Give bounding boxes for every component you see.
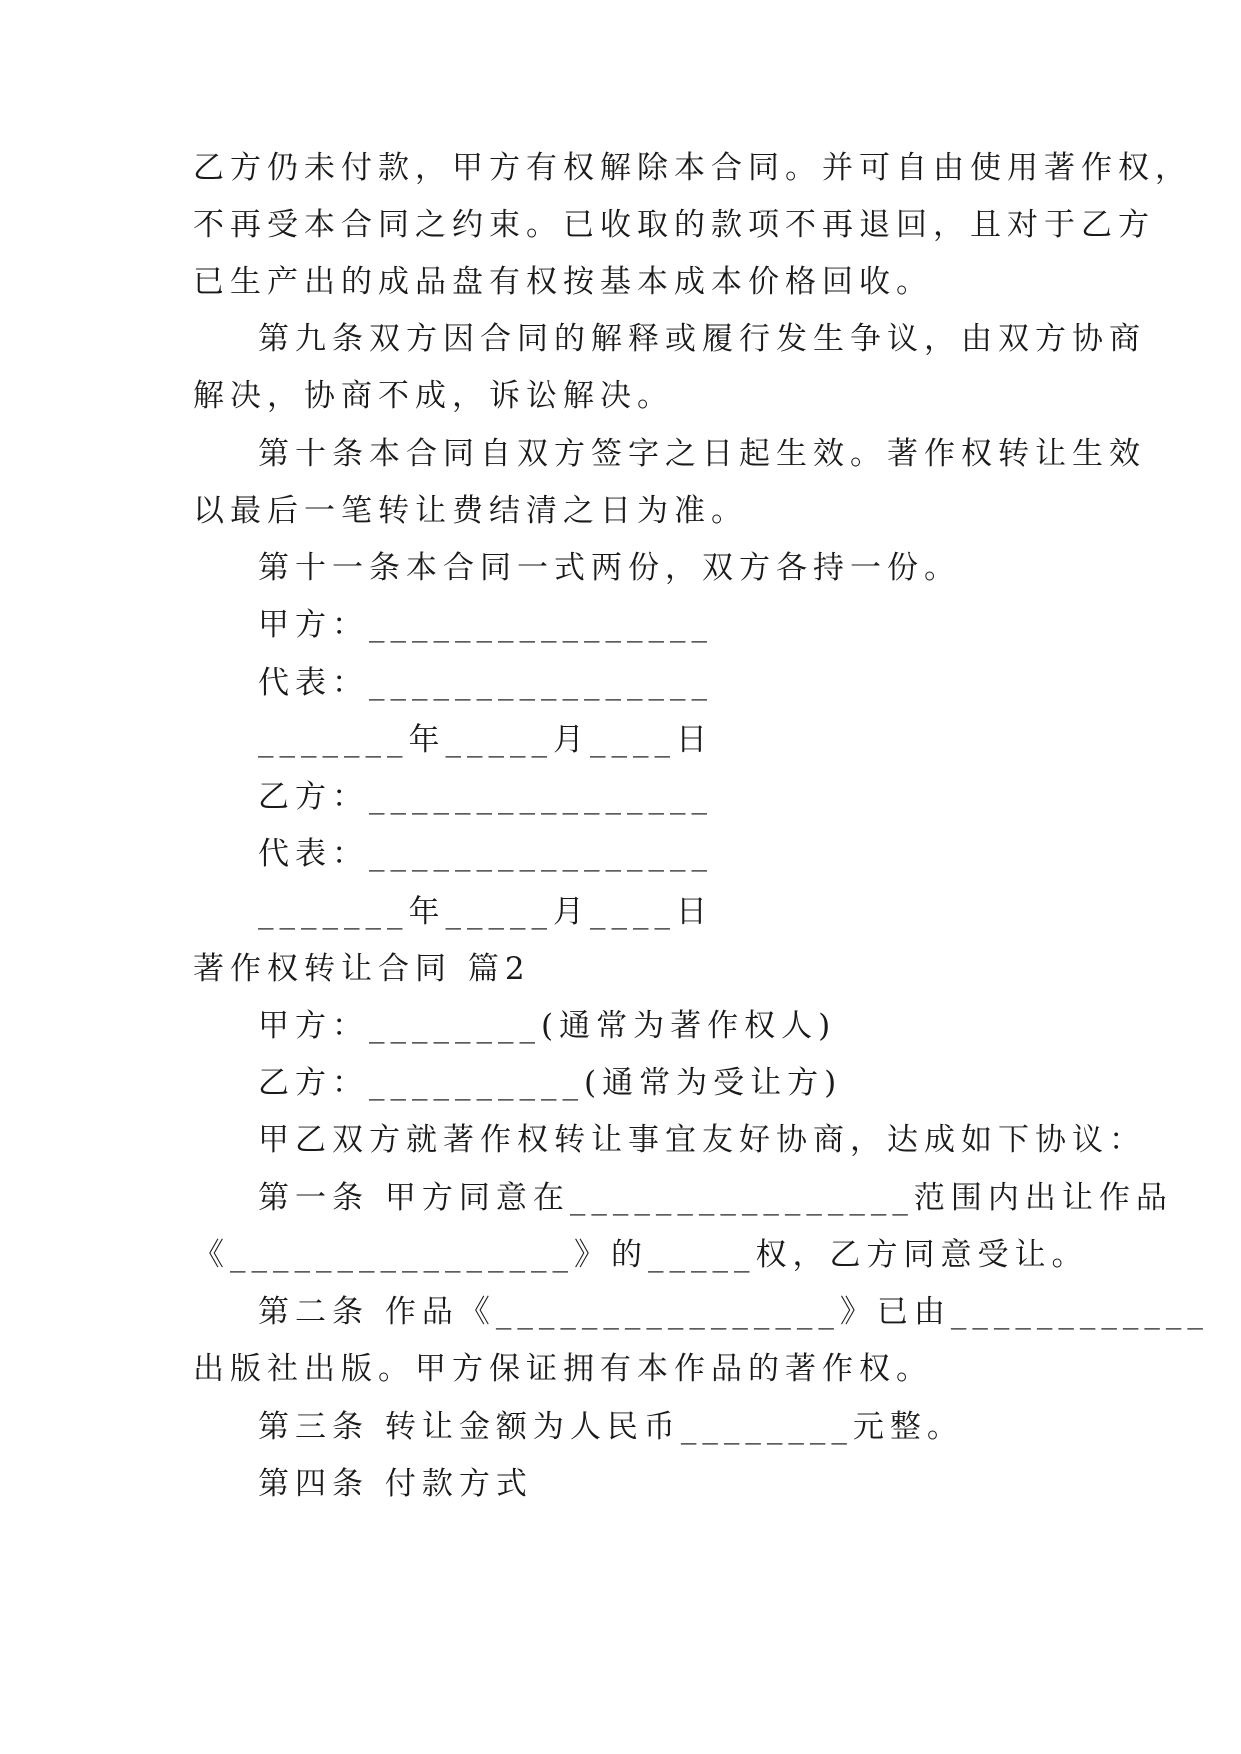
paragraph-line: 第四条 付款方式 — [258, 1466, 533, 1502]
paragraph-line: 以最后一笔转让费结清之日为准。 — [193, 493, 748, 529]
paragraph-line: 出版社出版。甲方保证拥有本作品的著作权。 — [193, 1351, 933, 1387]
paragraph-line: 不再受本合同之约束。已收取的款项不再退回，且对于乙方 — [193, 207, 1155, 243]
signature-date-a: _______年_____月____日 — [258, 722, 713, 758]
signature-date-b: _______年_____月____日 — [258, 894, 713, 930]
signature-representative-b: 代表：________________ — [258, 836, 713, 872]
paragraph-line: 第十一条本合同一式两份，双方各持一份。 — [258, 550, 961, 586]
section-heading: 著作权转让合同 篇2 — [193, 951, 531, 987]
paragraph-line: 第九条双方因合同的解释或履行发生争议，由双方协商 — [258, 321, 1146, 357]
signature-representative-a: 代表：________________ — [258, 665, 713, 701]
signature-party-a: 甲方：________________ — [258, 607, 713, 643]
paragraph-line: 第三条 转让金额为人民币________元整。 — [258, 1409, 964, 1445]
party-b-line: 乙方：__________(通常为受让方) — [258, 1065, 843, 1101]
paragraph-line: 已生产出的成品盘有权按基本成本价格回收。 — [193, 264, 933, 300]
paragraph-line: 第十条本合同自双方签字之日起生效。著作权转让生效 — [258, 436, 1146, 472]
paragraph-line: 《________________》的_____权，乙方同意受让。 — [193, 1237, 1089, 1273]
party-a-line: 甲方：________(通常为著作权人) — [258, 1008, 837, 1044]
signature-party-b: 乙方：________________ — [258, 779, 713, 815]
paragraph-line: 甲乙双方就著作权转让事宜友好协商，达成如下协议： — [258, 1122, 1146, 1158]
paragraph-line: 乙方仍未付款，甲方有权解除本合同。并可自由使用著作权， — [193, 150, 1192, 186]
paragraph-line: 第二条 作品《________________》已由____________ — [258, 1294, 1209, 1330]
paragraph-line: 解决，协商不成，诉讼解决。 — [193, 378, 674, 414]
paragraph-line: 第一条 甲方同意在________________范围内出让作品 — [258, 1180, 1173, 1216]
